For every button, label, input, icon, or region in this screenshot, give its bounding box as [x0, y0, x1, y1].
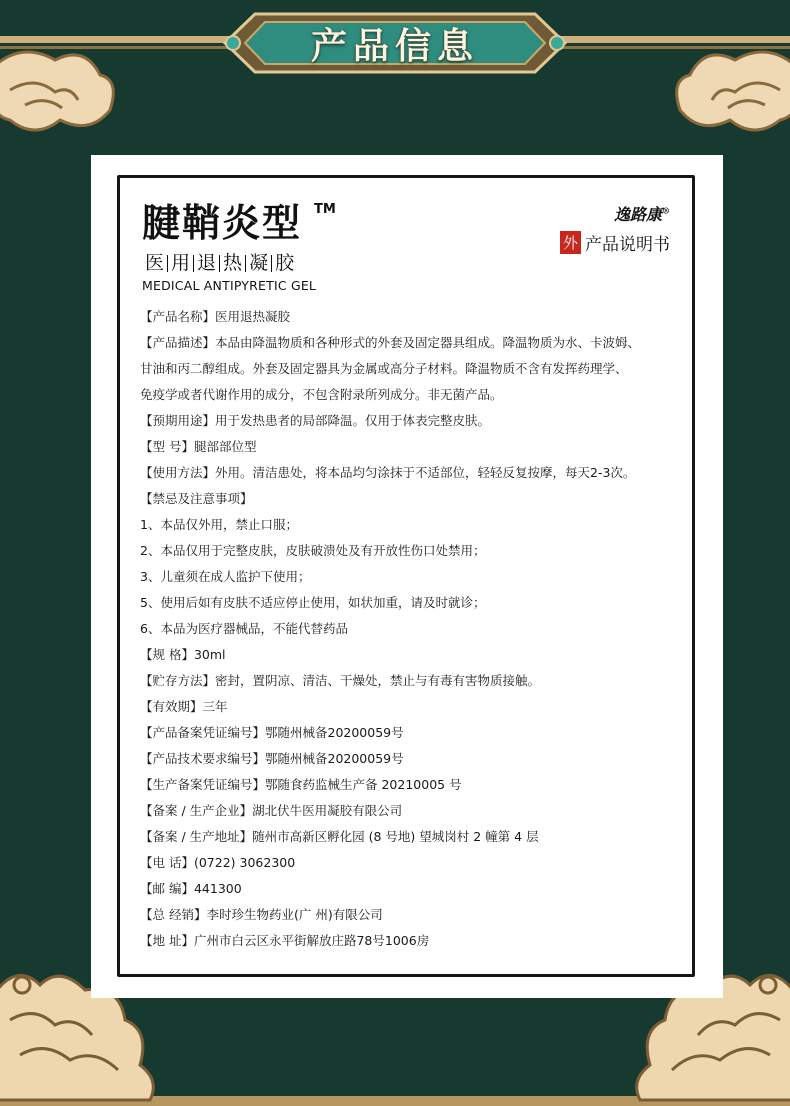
info-line: 【备案 / 生产企业】湖北伏牛医用凝胶有限公司 [140, 803, 403, 818]
registered-mark: ® [662, 205, 670, 216]
info-line: 【产品名称】医用退热凝胶 [140, 309, 291, 324]
subtitle-char: 热 [223, 252, 243, 274]
info-line: 【产品描述】本品由降温物质和各种形式的外套及固定器具组成。降温物质为水、卡波姆、 [140, 335, 641, 350]
document-type-label: 产品说明书 [585, 235, 670, 255]
info-line: 【型 号】腿部部位型 [140, 439, 257, 454]
subtitle-char: 胶 [275, 252, 295, 274]
title-banner [215, 10, 575, 76]
info-line: 1、本品仅外用，禁止口服； [140, 517, 298, 532]
subtitle-char: 医 [145, 252, 165, 274]
info-line: 【总 经销】李时珍生物药业(广 州)有限公司 [140, 907, 383, 922]
top-left-cloud-icon [0, 52, 113, 130]
info-line: 【邮 编】441300 [140, 881, 242, 896]
info-line: 6、本品为医疗器械品，不能代替药品 [140, 621, 348, 636]
info-line: 3、儿童须在成人监护下使用； [140, 569, 311, 584]
info-list [140, 304, 685, 954]
info-line: 【禁忌及注意事项】 [140, 491, 253, 506]
info-line: 【生产备案凭证编号】鄂随食药监械生产备 20210005 号 [140, 777, 462, 792]
product-subtitle [142, 254, 297, 273]
info-line: 【贮存方法】密封，置阴凉、清洁、干燥处，禁止与有毒有害物质接触。 [140, 673, 541, 688]
document-frame [117, 175, 695, 977]
trademark-mark: TM [314, 202, 336, 217]
info-line: 【有效期】三年 [140, 699, 228, 714]
document-type [560, 230, 670, 255]
info-line: 5、使用后如有皮肤不适应停止使用，如状加重，请及时就诊； [140, 595, 486, 610]
maker-logo [614, 202, 670, 225]
info-line: 免疫学或者代谢作用的成分，不包含附录所列成分。非无菌产品。 [140, 387, 503, 402]
info-line: 【产品备案凭证编号】鄂随州械备20200059号 [140, 725, 404, 740]
info-line: 【产品技术要求编号】鄂随州械备20200059号 [140, 751, 404, 766]
page-title: 产品信息 [310, 24, 479, 67]
info-line: 2、本品仅用于完整皮肤，皮肤破溃处及有开放性伤口处禁用； [140, 543, 486, 558]
product-english-name: MEDICAL ANTIPYRETIC GEL [142, 278, 317, 293]
subtitle-char: 凝 [249, 252, 269, 274]
info-line: 【规 格】30ml [140, 647, 226, 662]
info-line: 【使用方法】外用。清洁患处，将本品均匀涂抹于不适部位，轻轻反复按摩，每天2-3次。 [140, 465, 636, 480]
maker-logo-text: 逸路康 [613, 205, 662, 224]
brand-name: 腱鞘炎型 [142, 200, 303, 245]
subtitle-char: 用 [171, 252, 191, 274]
external-use-badge: 外 [560, 231, 581, 254]
info-line: 【地 址】广州市白云区永平街解放庄路78号1006房 [140, 933, 430, 948]
info-line: 甘油和丙二醇组成。外套及固定器具为金属或高分子材料。降温物质不含有发挥药理学、 [140, 361, 628, 376]
info-line: 【电 话】(0722) 3062300 [140, 855, 296, 870]
top-right-cloud-icon [677, 52, 790, 130]
document-sheet [91, 155, 723, 998]
subtitle-char: 退 [197, 252, 217, 274]
info-line: 【备案 / 生产地址】随州市高新区孵化园 (8 号地) 望城岗村 2 幢第 4 层 [140, 829, 539, 844]
info-line: 【预期用途】用于发热患者的局部降温。仅用于体表完整皮肤。 [140, 413, 491, 428]
